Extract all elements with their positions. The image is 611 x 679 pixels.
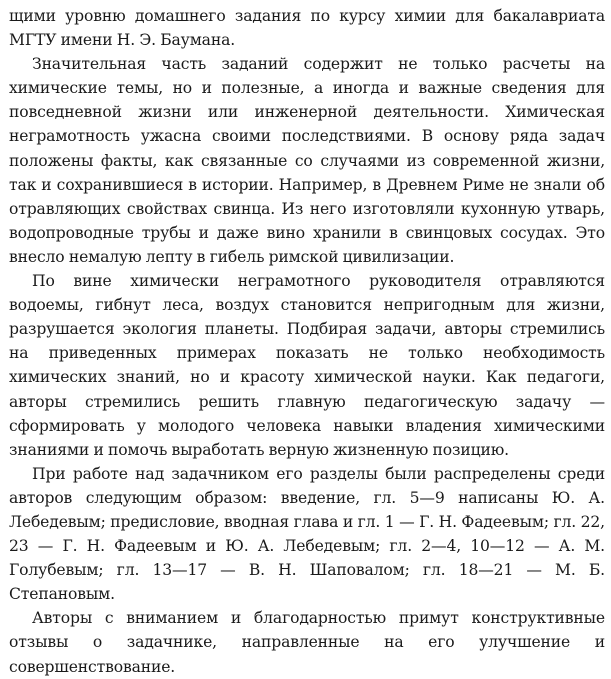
paragraph-intro-continuation: щими уровню домашнего задания по курсу химии для бакалавриата МГТУ имени Н. Э. Баумана. [9,7,605,50]
paragraph-pedagogy: По вине химически неграмотного руководителя отравляются водоемы, гибнут леса, воздух становится непригодным для жизни, разрушается экология планеты. Подбирая задачи, авторы стремились на приведенных примерах показать не только необходимость химических знаний, но и красоту химической науки. Как педагоги, авторы стремились решить главную педагогическую задачу — сформировать у молодого человека навыки владения химическими знаниями и помочь выработать верную жизненную позицию. [9,272,605,459]
paragraph-authors: При работе над задачником его разделы были распределены среди авторов следующим образом: введение, гл. 5—9 написаны Ю. А. Лебедевым; предисловие, вводная глава и гл. 1 — Г. Н. Фадеевым; гл. 22, 23 — Г. Н. Фадеевым и Ю. А. Лебедевым; гл. 2—4, 10—12 — А. М. Голубевым; гл. 13—17 — В. Н. Шаповалом; гл. 18—21 — М. Б. Степановым. [9,464,605,604]
paragraph-feedback: Авторы с вниманием и благодарностью примут конструктивные отзывы о задачнике, направленные на его улучшение и совершенствование. [9,609,605,676]
paragraph-significance: Значительная часть заданий содержит не только расчеты на химические темы, но и полезные, а иногда и важные сведения для повседневной жизни или инженерной деятельности. Химическая неграмотность ужасна своими последствиями. В основу ряда задач положены факты, как связанные со случаями из современной жизни, так и сохранившиеся в истории. Например, в Древнем Риме не знали об отравляющих свойствах свинца. Из него изготовляли кухонную утварь, водопроводные трубы и даже вино хранили в свинцовых сосудах. Это внесло немалую лепту в гибель римской цивилизации. [9,55,605,266]
